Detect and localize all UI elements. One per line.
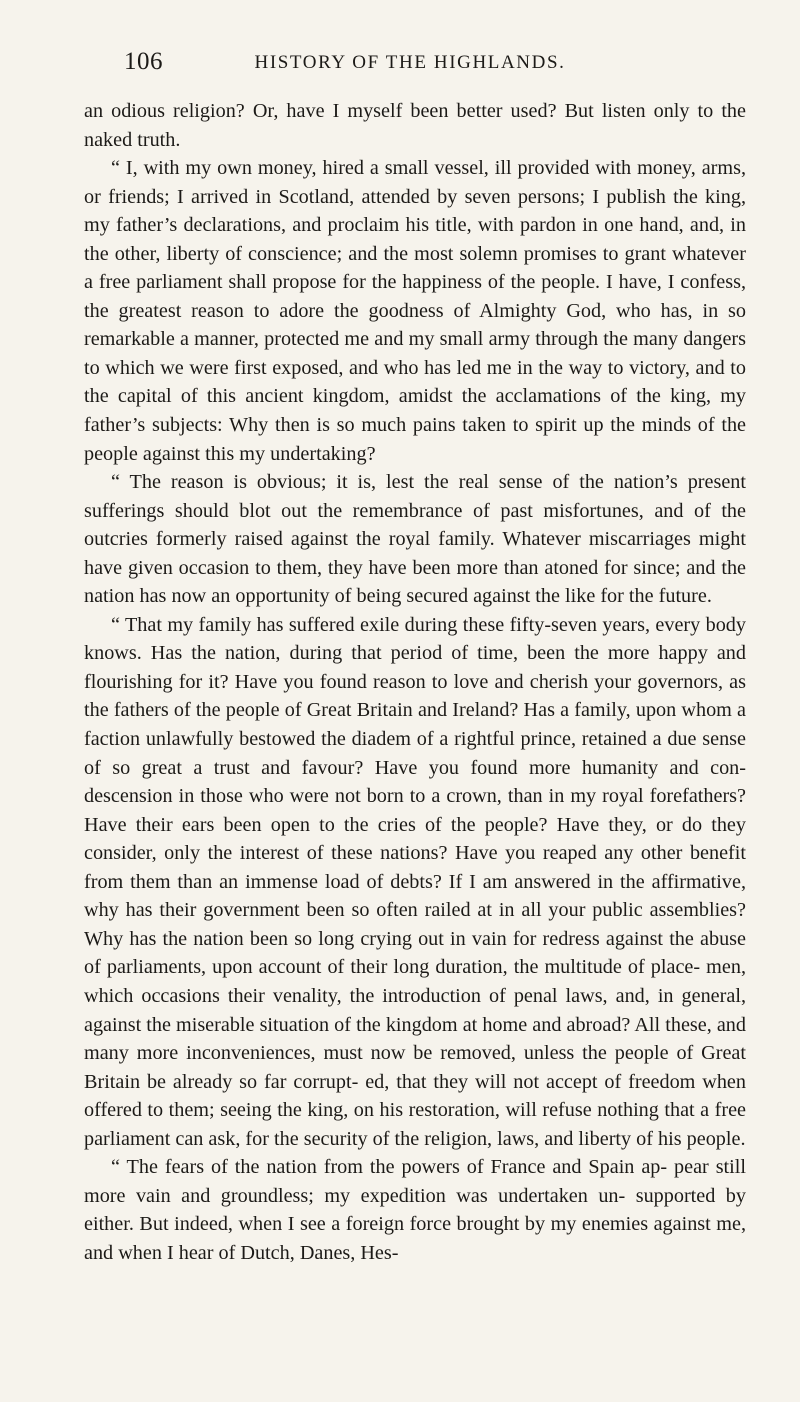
page-number: 106	[124, 48, 163, 75]
paragraph-4: “ That my family has suffered exile during these fifty-seven years, every body knows. Has the nation, during that period of time, been the more happy and flourishing for it? Have you found reason to love and cherish your governors, as the fathers of the people of Great Britain and Ireland? Has a family, upon whom a faction unlawfully bestowed the diadem of a rightful prince, retained a due sense of so great a trust and favour? Have you found more humanity and con- descension in those who were not born to a crown, than in my royal forefathers? Have their ears been open to the cries of the people? Have they, or do they consider, only the interest of these nations? Have you reaped any other benefit from them than an immense load of debts? If I am answered in the affirmative, why has their government been so often railed at in all your public assemblies? Why has the nation been so long crying out in vain for redress against the abuse of parliaments, upon account of their long duration, the multitude of place- men, which occasions their venality, the introduction of penal laws, and, in general, against the miserable situation of the kingdom at home and abroad? All these, and many more inconveniences, must now be removed, unless the people of Great Britain be already so far corrupt- ed, that they will not accept of freedom when offered to them; seeing the king, on his restoration, will refuse nothing that a free parliament can ask, for the security of the religion, laws, and liberty of his people.	[84, 613, 746, 1150]
running-head	[0, 48, 800, 82]
body-text	[84, 97, 746, 1267]
paragraph-5: “ The fears of the nation from the powers of France and Spain ap- pear still more vain and groundless; my expedition was undertaken un- supported by either. But indeed, when I see a foreign force brought by my enemies against me, and when I hear of Dutch, Danes, Hes-	[84, 1156, 746, 1264]
paragraph-2: “ I, with my own money, hired a small vessel, ill provided with money, arms, or friends; I arrived in Scotland, attended by seven persons; I publish the king, my father’s declarations, and proclaim his title, with pardon in one hand, and, in the other, liberty of conscience; and the most solemn promises to grant whatever a free parliament shall propose for the happiness of the people. I have, I confess, the greatest reason to adore the goodness of Almighty God, who has, in so remarkable a manner, protected me and my small army through the many dangers to which we were first exposed, and who has led me in the way to victory, and to the capital of this ancient kingdom, amidst the acclamations of the king, my father’s subjects: Why then is so much pains taken to spirit up the minds of the people against this my undertaking?	[84, 157, 746, 465]
paragraph-3: “ The reason is obvious; it is, lest the real sense of the nation’s present sufferings should blot out the remembrance of past misfortunes, and of the outcries formerly raised against the royal family. Whatever miscarriages might have given occasion to them, they have been more than atoned for since; and the nation has now an opportunity of being secured against the like for the future.	[84, 471, 746, 608]
running-title: HISTORY OF THE HIGHLANDS.	[254, 52, 566, 73]
paragraph-1: an odious religion? Or, have I myself been better used? But listen only to the naked truth.	[84, 100, 746, 151]
